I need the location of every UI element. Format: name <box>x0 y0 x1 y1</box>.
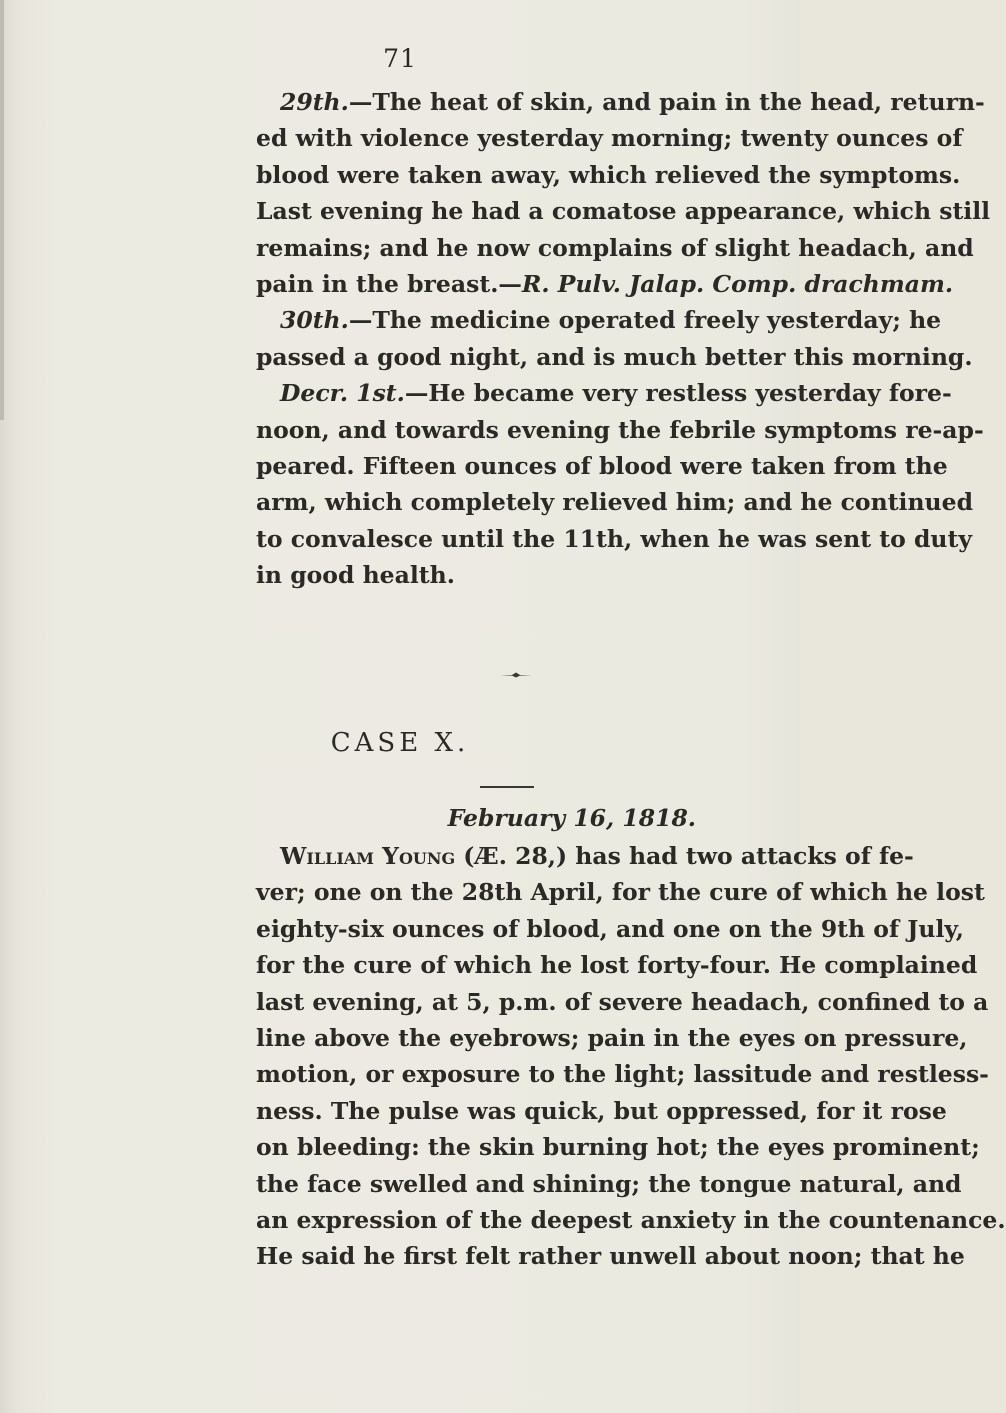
text-line: Decr. 1st.—He became very restless yesterday fore- <box>280 379 952 408</box>
text-line: in good health. <box>256 561 455 590</box>
case-body <box>256 838 1006 1275</box>
entry-30th <box>256 302 973 375</box>
text-line: motion, or exposure to the light; lassitude and restless- <box>256 1060 989 1089</box>
section-divider-ornament <box>500 672 532 678</box>
text-line: noon, and towards evening the febrile symptoms re-ap- <box>256 415 984 444</box>
text-line: peared. Fifteen ounces of blood were taken from the <box>256 452 948 481</box>
text-line: an expression of the deepest anxiety in the countenance. <box>256 1206 1006 1235</box>
text-line: pain in the breast.—R. Pulv. Jalap. Comp. drachmam. <box>256 270 954 299</box>
text-line: Last evening he had a comatose appearance, which still <box>256 197 991 226</box>
heading-rule <box>480 786 534 788</box>
text-line: ed with violence yesterday morning; twenty ounces of <box>256 124 963 153</box>
case-date: February 16, 1818. <box>447 804 696 832</box>
text-line: passed a good night, and is much better this morning. <box>256 342 973 371</box>
text-line: 29th.—The heat of skin, and pain in the head, return- <box>280 88 985 116</box>
prescription: R. Pulv. Jalap. Comp. drachmam. <box>521 270 954 299</box>
text-line: line above the eyebrows; pain in the eyes on pressure, <box>256 1024 968 1053</box>
text-line: blood were taken away, which relieved the symptoms. <box>256 160 961 189</box>
text-line: ver; one on the 28th April, for the cure of which he lost <box>256 878 985 907</box>
text-line: ness. The pulse was quick, but oppressed, for it rose <box>256 1096 947 1125</box>
entry-29th <box>256 84 991 302</box>
text-line: remains; and he now complains of slight headach, and <box>256 233 974 262</box>
text-line: the face swelled and shining; the tongue natural, and <box>256 1169 962 1198</box>
entry-date: 29th. <box>280 88 349 116</box>
text-line: for the cure of which he lost forty-four. He complained <box>256 951 978 980</box>
patient-name: William Young <box>280 842 456 870</box>
entry-decr-1st <box>256 375 984 593</box>
text-line: William Young (Æ. 28,) has had two attacks of fe- <box>280 842 914 870</box>
text-line: last evening, at 5, p.m. of severe headach, confined to a <box>256 987 989 1016</box>
entries-block <box>256 84 991 594</box>
entry-date: 30th. <box>280 306 349 335</box>
text-line: on bleeding: the skin burning hot; the eyes prominent; <box>256 1133 980 1162</box>
entry-date: Decr. 1st. <box>280 379 405 408</box>
text-line: 30th.—The medicine operated freely yesterday; he <box>280 306 942 335</box>
case-paragraph <box>256 838 1006 1275</box>
text-line: arm, which completely relieved him; and he continued <box>256 488 974 517</box>
text-line: He said he first felt rather unwell about noon; that he <box>256 1242 965 1271</box>
case-heading: CASE X. <box>330 728 470 758</box>
page-number: 71 <box>383 44 417 73</box>
text-line: eighty-six ounces of blood, and one on the 9th of July, <box>256 914 964 943</box>
text-line: to convalesce until the 11th, when he was sent to duty <box>256 524 973 553</box>
